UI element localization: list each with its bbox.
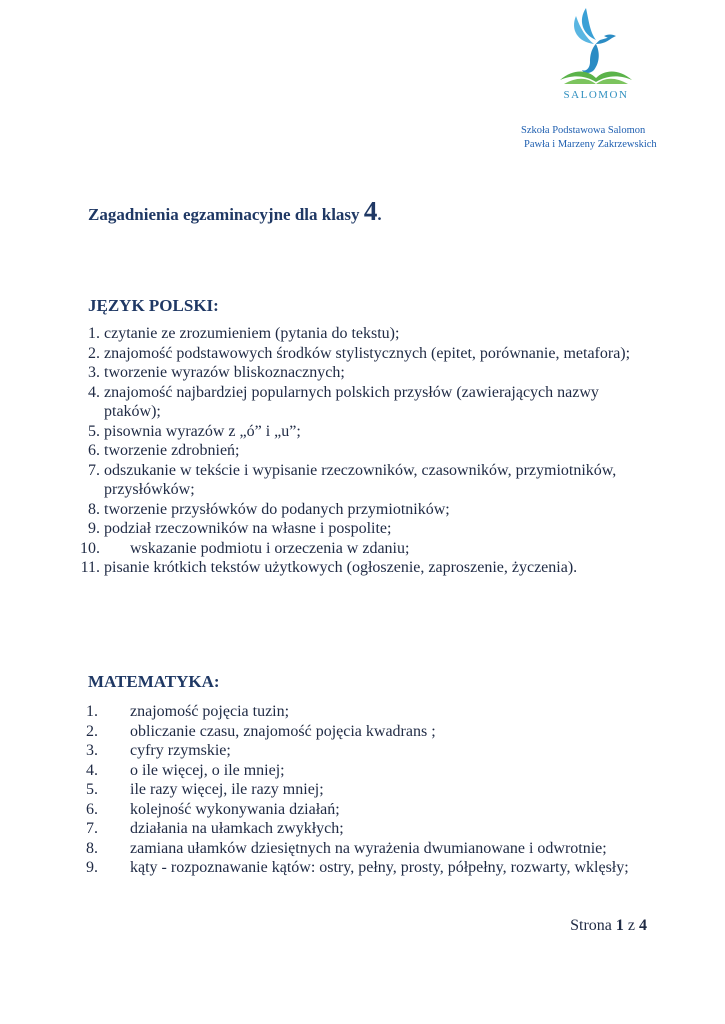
list-item: 2. znajomość podstawowych środków stylistycznych (epitet, porównanie, metafora); xyxy=(88,344,631,362)
list-item: 5. ile razy więcej, ile razy mniej; xyxy=(86,781,324,798)
list-item: 7. działania na ułamkach zwykłych; xyxy=(86,820,344,837)
logo-text: SALOMON xyxy=(563,89,629,101)
list-item: 10. wskazanie podmiotu i orzeczenia w zdaniu; xyxy=(80,539,410,557)
list-item: 2. obliczanie czasu, znajomość pojęcia kwadrans ; xyxy=(86,722,436,740)
list-item: 4. o ile więcej, o ile mniej; xyxy=(86,761,285,779)
current-page: 1 xyxy=(615,917,624,934)
list-item: 4. znajomość najbardziej popularnych polskich przysłów (zawierających nazwy ptaków); xyxy=(88,383,599,420)
list-item: 9. podział rzeczowników na własne i pospolite; xyxy=(88,520,392,537)
list-item: 9. kąty - rozpoznawanie kątów: ostry, pełny, prosty, półpełny, rozwarty, wklęsły; xyxy=(86,859,629,876)
math-topics-list xyxy=(86,702,647,878)
list-item: 5. pisownia wyrazów z „ó” i „u”; xyxy=(88,422,301,440)
total-pages: 4 xyxy=(639,917,647,934)
list-item: 8. tworzenie przysłówków do podanych przymiotników; xyxy=(88,500,450,518)
title-suffix: . xyxy=(377,205,382,224)
page-number-footer: Strona 1 z 4 xyxy=(570,917,647,934)
polish-heading: JĘZYK POLSKI: xyxy=(88,296,219,315)
page-title xyxy=(88,196,382,227)
school-name-line2: Pawła i Marzeny Zakrzewskich xyxy=(524,139,657,150)
title-class-number: 4 xyxy=(363,196,378,226)
polish-topics-list xyxy=(80,324,655,578)
salomon-logo xyxy=(556,6,636,106)
title-text: Zagadnienia egzaminacyjne dla klasy xyxy=(88,205,364,224)
list-item: 1. czytanie ze zrozumieniem (pytania do tekstu); xyxy=(88,325,400,342)
math-heading: MATEMATYKA: xyxy=(88,672,220,691)
list-item: 7. odszukanie w tekście i wypisanie rzeczowników, czasowników, przymiotników, przysłówków; xyxy=(88,461,617,498)
school-name-line1: Szkoła Podstawowa Salomon xyxy=(521,125,646,136)
list-item: 8. zamiana ułamków dziesiętnych na wyrażenia dwumianowane i odwrotnie; xyxy=(86,839,607,857)
list-item: 1. znajomość pojęcia tuzin; xyxy=(86,703,290,720)
school-name xyxy=(500,124,710,152)
list-item: 11. pisanie krótkich tekstów użytkowych (ogłoszenie, zaproszenie, życzenia). xyxy=(80,559,578,576)
list-item: 3. tworzenie wyrazów bliskoznacznych; xyxy=(88,364,345,381)
list-item: 3. cyfry rzymskie; xyxy=(86,742,231,759)
bird-logo-icon xyxy=(556,6,636,88)
list-item: 6. tworzenie zdrobnień; xyxy=(88,442,240,459)
list-item: 6. kolejność wykonywania działań; xyxy=(86,800,340,818)
